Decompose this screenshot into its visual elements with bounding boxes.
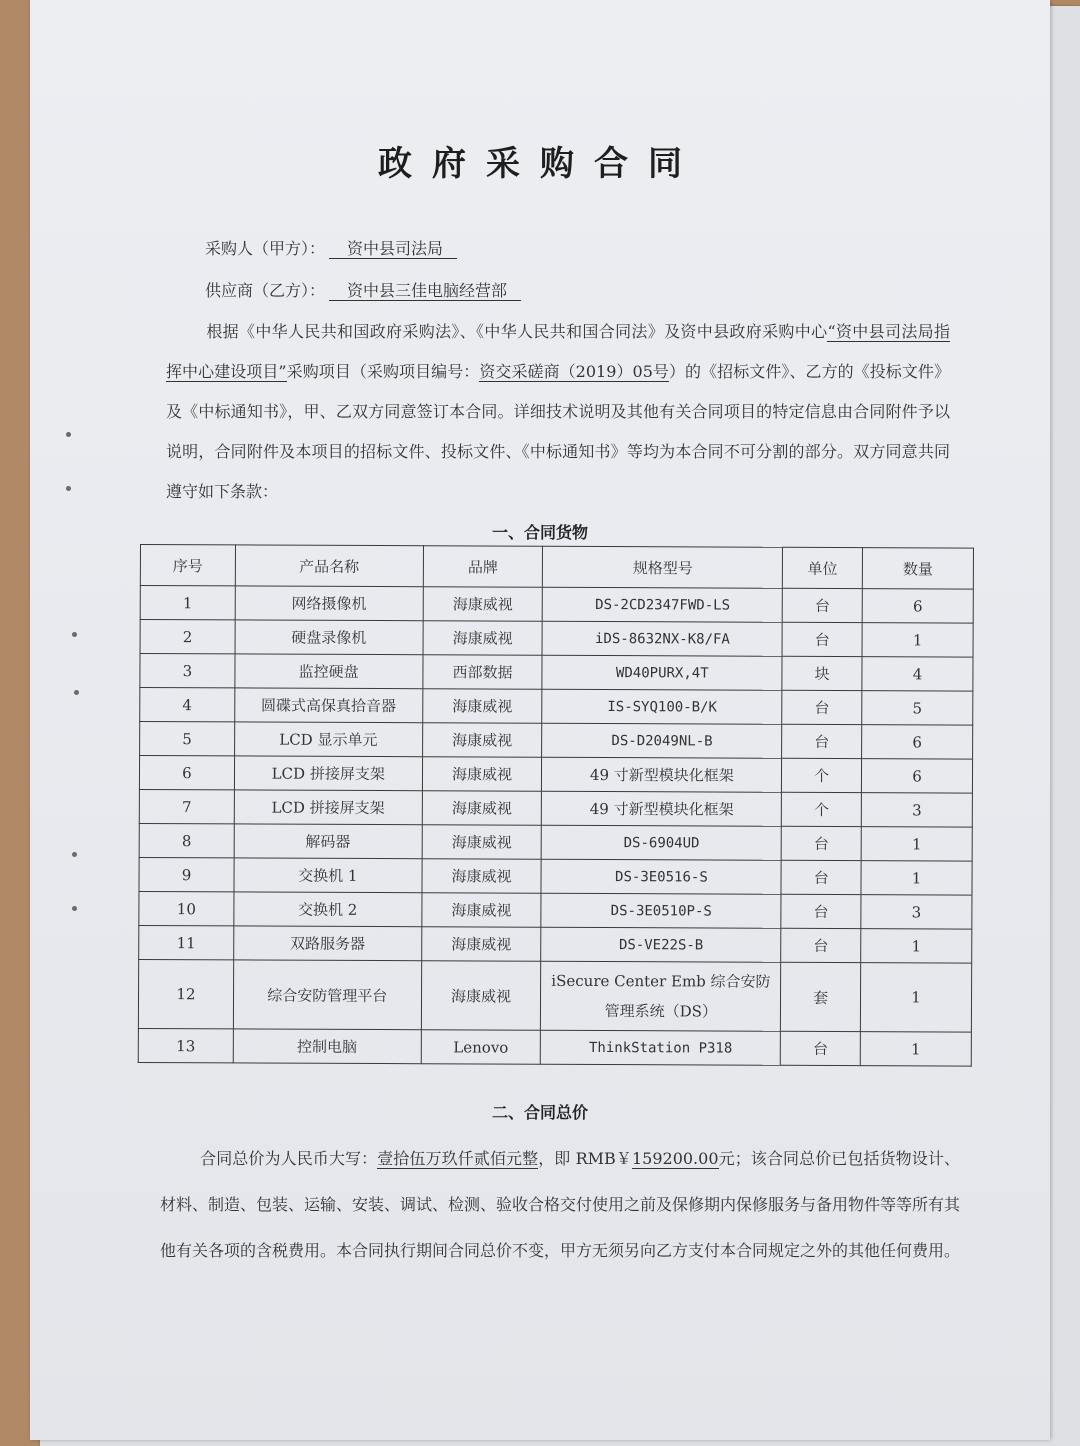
cell-no: 5	[140, 722, 235, 756]
cell-unit: 台	[781, 928, 861, 962]
binding-hole	[66, 432, 71, 437]
total-text-3: 元；该合同总价已包括货物设计、材料、制造、包装、运输、安装、调试、检测、验收合格交付使用之前及保修期内保修服务与备用物件等等所有其他有关各项的含税费用。本合同执行期间合同总价不变，甲方无须另向乙方支付本合同规定之外的其他任何费用。	[160, 1149, 961, 1260]
cell-brand: 海康威视	[423, 621, 543, 656]
cell-model: DS-3E0516-S	[541, 859, 781, 894]
cell-model: 49 寸新型模块化框架	[542, 791, 782, 826]
cell-brand: 海康威视	[421, 927, 541, 962]
cell-qty: 1	[860, 1032, 971, 1066]
cell-unit: 台	[781, 860, 861, 894]
cell-no: 9	[139, 857, 234, 891]
cell-brand: 海康威视	[422, 689, 542, 724]
cell-brand: 海康威视	[422, 791, 542, 826]
cell-unit: 个	[782, 758, 862, 792]
amount-number: 159200.00	[631, 1149, 719, 1168]
binding-hole	[72, 906, 77, 911]
intro-text-3: ）的《招标文件》、乙方的《投标文件》及《中标通知书》，甲、乙双方同意签订本合同。详细技术说明及其他有关合同项目的特定信息由合同附件予以说明，合同附件及本项目的招标文件、投标文件、《中标通知书》等均为本合同不可分割的部分。双方同意共同遵守如下条款：	[166, 362, 950, 501]
cell-brand: 海康威视	[422, 723, 542, 758]
header-cell: 数量	[862, 548, 973, 589]
total-paragraph	[160, 1136, 960, 1274]
cell-no: 4	[140, 688, 235, 722]
table-row	[140, 688, 973, 726]
cell-brand: 海康威视	[421, 893, 541, 928]
table-row	[138, 1028, 971, 1066]
table-row	[138, 959, 971, 1032]
binding-hole	[74, 690, 79, 695]
cell-no: 10	[139, 891, 234, 925]
cell-product: 圆碟式高保真拾音器	[235, 688, 423, 723]
total-text-2: ，即 RMB￥	[538, 1149, 632, 1168]
header-cell: 序号	[140, 545, 235, 586]
cell-brand: 海康威视	[423, 587, 543, 622]
cell-unit: 台	[782, 690, 862, 724]
cell-no: 3	[140, 654, 235, 688]
table-row	[139, 756, 972, 794]
cell-product: 双路服务器	[234, 926, 422, 961]
buyer-value: 资中县司法局	[329, 239, 457, 259]
supplier-value: 资中县三佳电脑经营部	[329, 281, 521, 301]
cell-product: 控制电脑	[233, 1029, 421, 1064]
cell-brand: 海康威视	[422, 825, 542, 860]
cell-no: 6	[139, 756, 234, 790]
table-row	[139, 789, 972, 827]
cell-unit: 个	[782, 792, 862, 826]
table-row	[139, 925, 972, 963]
cell-qty: 1	[861, 861, 972, 895]
buyer-label: 采购人（甲方）：	[205, 239, 326, 258]
binding-hole	[66, 486, 71, 491]
supplier-line	[205, 278, 521, 301]
cell-unit: 块	[782, 656, 862, 690]
cell-qty: 6	[862, 725, 973, 759]
cell-no: 7	[139, 789, 234, 823]
buyer-line	[205, 236, 457, 259]
cell-product: LCD 拼接屏支架	[234, 756, 422, 791]
intro-text-1: 根据《中华人民共和国政府采购法》、《中华人民共和国合同法》及资中县政府采购中心	[206, 322, 828, 341]
cell-brand: Lenovo	[421, 1030, 541, 1065]
header-cell: 规格型号	[543, 546, 783, 588]
cell-brand: 海康威视	[421, 961, 541, 1031]
cell-unit: 台	[781, 894, 861, 928]
cell-no: 13	[138, 1028, 233, 1062]
cell-model: DS-VE22S-B	[541, 927, 781, 962]
cell-product: 网络摄像机	[235, 586, 423, 621]
binding-hole	[72, 632, 77, 637]
cell-unit: 台	[780, 1031, 860, 1065]
cell-qty: 1	[862, 623, 973, 657]
cell-product: LCD 拼接屏支架	[234, 790, 422, 825]
cell-brand: 海康威视	[422, 757, 542, 792]
cell-model: DS-6904UD	[542, 825, 782, 860]
cell-unit: 台	[782, 622, 862, 656]
cell-brand: 海康威视	[422, 859, 542, 894]
cell-qty: 1	[861, 827, 972, 861]
cell-unit: 台	[782, 724, 862, 758]
cell-model: DS-D2049NL-B	[542, 723, 782, 758]
cell-model: IS-SYQ100-B/K	[542, 689, 782, 724]
cell-no: 1	[140, 586, 235, 620]
table-row	[140, 654, 973, 692]
cell-qty: 6	[862, 589, 973, 623]
goods-table	[138, 544, 974, 1067]
cell-model: 49 寸新型模块化框架	[542, 757, 782, 792]
cell-product: 硬盘录像机	[235, 620, 423, 655]
project-number: 资交采磋商（2019）05号	[479, 362, 669, 381]
cell-model: iSecure Center Emb 综合安防管理系统（DS）	[541, 961, 781, 1031]
table-header-row	[140, 545, 973, 590]
cell-no: 12	[138, 959, 233, 1028]
cell-qty: 1	[861, 929, 972, 963]
project-name: “资中县司法局指挥中心建设项目”	[166, 322, 950, 381]
cell-product: 交换机 1	[234, 858, 422, 893]
cell-brand: 西部数据	[422, 655, 542, 690]
supplier-label: 供应商（乙方）：	[205, 281, 326, 300]
table-row	[140, 586, 973, 624]
amount-in-words: 壹拾伍万玖仟贰佰元整	[377, 1149, 539, 1168]
table-row	[140, 620, 973, 658]
cell-qty: 5	[862, 691, 973, 725]
binding-hole	[72, 852, 77, 857]
cell-model: WD40PURX,4T	[542, 655, 782, 690]
cell-qty: 3	[861, 793, 972, 827]
header-cell: 单位	[783, 547, 863, 588]
table-row	[139, 823, 972, 861]
cell-qty: 6	[862, 759, 973, 793]
table-row	[140, 722, 973, 760]
cell-unit: 套	[781, 962, 861, 1031]
total-text-1: 合同总价为人民币大写：	[200, 1149, 378, 1168]
cell-product: LCD 显示单元	[234, 722, 422, 757]
header-cell: 产品名称	[235, 545, 423, 587]
cell-unit: 台	[782, 588, 862, 622]
table-row	[139, 891, 972, 929]
cell-no: 8	[139, 823, 234, 857]
cell-product: 监控硬盘	[235, 654, 423, 689]
cell-product: 综合安防管理平台	[233, 960, 421, 1030]
cell-model: ThinkStation P318	[541, 1030, 781, 1065]
header-cell: 品牌	[423, 546, 543, 588]
cell-no: 2	[140, 620, 235, 654]
cell-product: 解码器	[234, 824, 422, 859]
intro-paragraph	[166, 312, 950, 512]
cell-qty: 1	[861, 963, 972, 1032]
cell-model: DS-3E0510P-S	[541, 893, 781, 928]
cell-unit: 台	[781, 826, 861, 860]
section-goods-heading: 一、合同货物	[491, 523, 588, 542]
cell-no: 11	[139, 925, 234, 959]
intro-text-2: 采购项目（采购项目编号：	[286, 362, 480, 381]
section-total-heading: 二、合同总价	[491, 1103, 588, 1122]
cell-model: iDS-8632NX-K8/FA	[543, 621, 783, 656]
cell-qty: 3	[861, 895, 972, 929]
cell-qty: 4	[862, 657, 973, 691]
table-row	[139, 857, 972, 895]
cell-product: 交换机 2	[234, 892, 422, 927]
document-title: 政府采购合同	[378, 144, 702, 184]
cell-model: DS-2CD2347FWD-LS	[543, 587, 783, 622]
